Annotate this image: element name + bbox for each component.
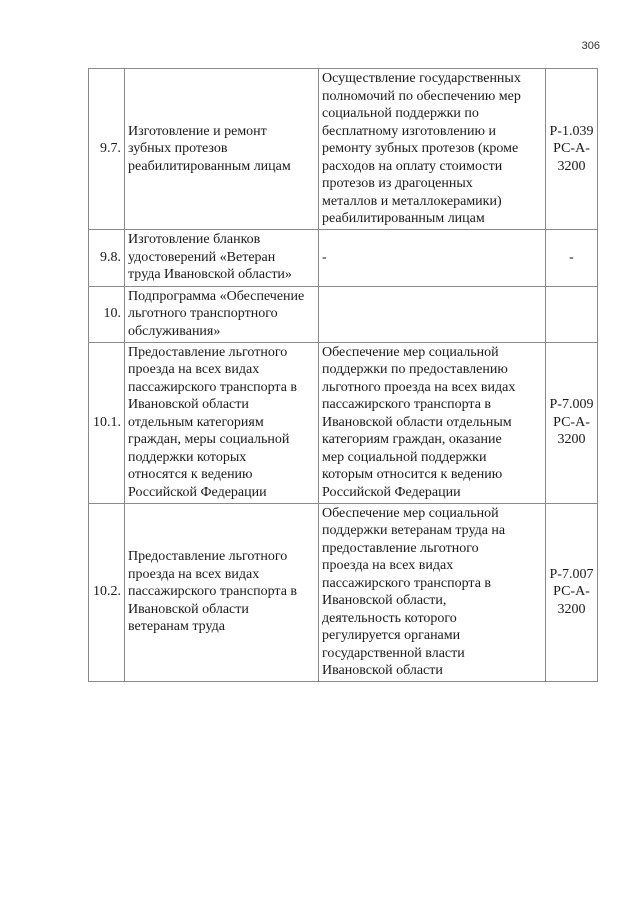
budget-code — [546, 286, 598, 342]
expenditure-description-line: проезда на всех видах — [322, 558, 454, 573]
event-name-line: Ивановской области — [128, 397, 249, 413]
row-number: 10.2. — [89, 503, 125, 681]
expenditure-description — [319, 69, 546, 230]
row-number: 10. — [89, 286, 125, 342]
expenditure-description-line: деятельность которого — [322, 610, 457, 626]
event-name-line: относятся к ведению — [128, 467, 253, 483]
expenditure-description — [319, 342, 546, 503]
expenditure-description-line: категориям граждан, оказание — [322, 432, 502, 448]
expenditure-description-line: регулируется органами — [322, 628, 461, 643]
budget-code-line: Р-7.007 — [549, 566, 594, 582]
table-row — [89, 229, 598, 286]
expenditure-description-line: металлов и металлокерамики) — [322, 193, 502, 209]
expenditure-description-line: льготного проезда на всех видах — [322, 379, 516, 395]
expenditure-description-line: поддержки ветеранам труда на — [322, 523, 506, 538]
event-name-line: ветеранам труда — [128, 619, 225, 635]
event-name-line: Подпрограмма «Обеспечение — [128, 288, 305, 304]
table-row — [89, 503, 598, 681]
budget-code-line: РС-А- — [553, 414, 590, 430]
budget-code — [546, 503, 598, 681]
expenditure-description-line: полномочий по обеспечению мер — [322, 88, 521, 104]
event-name-line: Ивановской области — [128, 601, 249, 617]
expenditure-description-line: Обеспечение мер социальной — [322, 344, 499, 360]
table-row — [89, 69, 598, 230]
expenditure-description-line: пассажирского транспорта в — [322, 397, 492, 413]
expenditure-description-line: Ивановской области, — [322, 593, 447, 608]
budget-code-line: 3200 — [557, 432, 586, 448]
expenditure-description-line: реабилитированным лицам — [322, 211, 485, 226]
expenditure-description-line: бесплатному изготовлению и — [322, 123, 496, 139]
event-name — [125, 229, 319, 286]
event-name-line: Российской Федерации — [128, 484, 267, 500]
program-table — [88, 68, 598, 682]
event-name-line: реабилитированным лицам — [128, 158, 291, 174]
budget-code — [546, 342, 598, 503]
expenditure-description-line: пассажирского транспорта в — [322, 575, 492, 591]
expenditure-description-line: поддержки по предоставлению — [322, 362, 508, 378]
budget-code-line: 3200 — [557, 601, 586, 617]
expenditure-description-line: ремонту зубных протезов (кроме — [322, 141, 519, 156]
row-number: 9.8. — [89, 229, 125, 286]
event-name — [125, 286, 319, 342]
expenditure-description-line: - — [322, 249, 327, 265]
event-name-line: Предоставление льготного — [128, 344, 288, 360]
event-name-line: граждан, меры социальной — [128, 432, 290, 448]
budget-code-line: РС-А- — [553, 141, 590, 156]
row-number: 10.1. — [89, 342, 125, 503]
event-name — [125, 69, 319, 230]
budget-code-line: Р-1.039 — [549, 123, 594, 139]
event-name-line: обслуживания» — [128, 323, 221, 339]
expenditure-description-line: социальной поддержки по — [322, 106, 479, 121]
event-name-line: поддержки которых — [128, 449, 247, 465]
expenditure-description-line: государственной власти — [322, 645, 465, 661]
budget-code-line: 3200 — [557, 158, 586, 174]
expenditure-description-line: Обеспечение мер социальной — [322, 505, 499, 521]
expenditure-description — [319, 286, 546, 342]
budget-code — [546, 69, 598, 230]
table-row — [89, 342, 598, 503]
expenditure-description-line: Ивановской области — [322, 663, 443, 678]
expenditure-description-line: которым относится к ведению — [322, 467, 503, 483]
expenditure-description-line: предоставление льготного — [322, 540, 479, 556]
event-name-line: удостоверений «Ветеран — [128, 249, 276, 265]
event-name-line: пассажирского транспорта в — [128, 584, 298, 600]
event-name-line: зубных протезов — [128, 141, 228, 156]
event-name-line: пассажирского транспорта в — [128, 379, 298, 395]
event-name — [125, 503, 319, 681]
event-name-line: льготного транспортного — [128, 306, 278, 322]
expenditure-description — [319, 229, 546, 286]
expenditure-description-line: Ивановской области отдельным — [322, 414, 512, 430]
event-name-line: проезда на всех видах — [128, 362, 260, 378]
budget-code-line: - — [569, 249, 574, 265]
program-table-body — [89, 69, 598, 682]
expenditure-description-line: мер социальной поддержки — [322, 449, 487, 465]
event-name-line: отдельным категориям — [128, 414, 264, 430]
event-name-line: Изготовление бланков — [128, 232, 261, 248]
event-name-line: Изготовление и ремонт — [128, 123, 267, 139]
expenditure-description-line: Осуществление государственных — [322, 71, 521, 86]
event-name-line: проезда на всех видах — [128, 566, 260, 582]
budget-code-line: РС-А- — [553, 584, 590, 600]
expenditure-description-line: протезов из драгоценных — [322, 176, 473, 191]
event-name-line: Предоставление льготного — [128, 549, 288, 565]
event-name — [125, 342, 319, 503]
event-name-line: труда Ивановской области» — [128, 267, 292, 283]
page-number: 306 — [581, 40, 600, 52]
expenditure-description — [319, 503, 546, 681]
row-number: 9.7. — [89, 69, 125, 230]
expenditure-description-line: расходов на оплату стоимости — [322, 158, 503, 174]
expenditure-description-line: Российской Федерации — [322, 484, 461, 500]
budget-code-line: Р-7.009 — [549, 397, 594, 413]
table-row — [89, 286, 598, 342]
budget-code — [546, 229, 598, 286]
